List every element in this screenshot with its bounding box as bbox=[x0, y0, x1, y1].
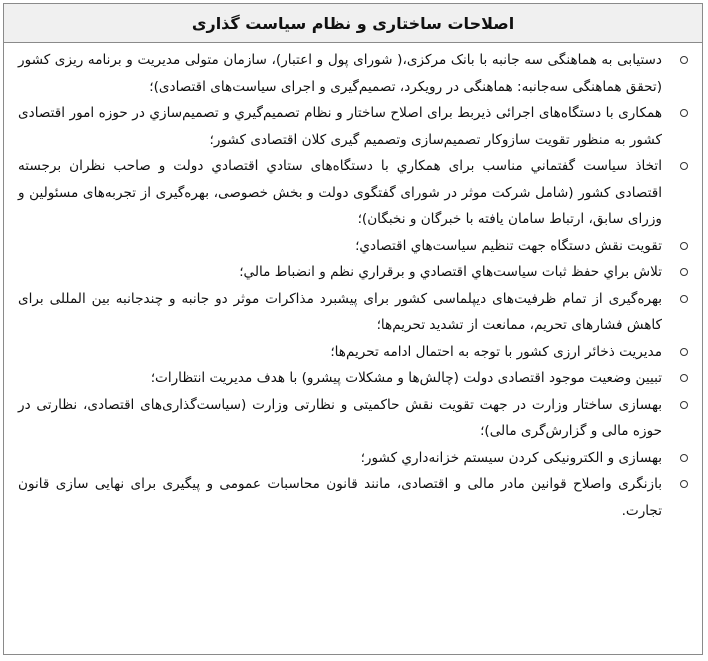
list-item bbox=[4, 100, 702, 153]
list-item bbox=[4, 153, 702, 233]
bullet-icon bbox=[680, 268, 688, 276]
list-item-text: بهسازی و الکترونیکی کردن سیستم خزانه‌داري کشور؛ bbox=[360, 449, 662, 466]
bullet-icon bbox=[680, 109, 688, 117]
list-item-text: بازنگری واصلاح قوانین مادر مالی و اقتصادی، مانند قانون محاسبات عمومی و پیگیری برای نهایی سازی قانون تجارت. bbox=[18, 476, 662, 519]
bullet-icon bbox=[680, 401, 688, 409]
policy-table bbox=[3, 3, 703, 655]
bullet-icon bbox=[680, 162, 688, 170]
policy-list bbox=[4, 43, 702, 524]
list-item-text: بهسازی ساختار وزارت در جهت تقویت نقش حاکمیتی و نظارتی وزارت (سیاست‌گذاری‌های اقتصادی، نظارتی در حوزه مالی و گزارش‌گری مالی)؛ bbox=[18, 396, 662, 439]
bullet-icon bbox=[680, 56, 688, 64]
bullet-icon bbox=[680, 374, 688, 382]
bullet-icon bbox=[680, 454, 688, 462]
list-item-text: تبیین وضعیت موجود اقتصادی دولت (چالش‌ها و مشکلات پیشرو) با هدف مدیریت انتظارات؛ bbox=[150, 370, 662, 386]
bullet-icon bbox=[680, 242, 688, 250]
list-item-text: تلاش براي حفظ ثبات سیاست‌هاي اقتصادي و برقراري نظم و انضباط مالي؛ bbox=[239, 264, 662, 280]
list-item bbox=[4, 233, 702, 260]
list-item bbox=[4, 47, 702, 100]
list-item-text: اتخاذ سیاست گفتماني مناسب برای همکاري با دستگاه‌های ستادي اقتصادي دولت و صاحب نظران برجسته اقتصادی کشور (شامل شرکت موثر در شورای گفتگوی دولت و بخش خصوصی، بهره‌گیری از تجربه‌های مسئولین و وزرای سابق، ارتباط سامان یافته با خبرگان و نخبگان)؛ bbox=[18, 158, 662, 227]
list-item bbox=[4, 392, 702, 445]
list-item-text: مدیریت ذخائر ارزی کشور با توجه به احتمال ادامه تحریم‌ها؛ bbox=[330, 343, 662, 360]
list-item bbox=[4, 259, 702, 286]
list-item-text: همکاری با دستگاه‌های اجرائی ذیربط برای اصلاح ساختار و نظام تصمیم‌گیري و تصمیم‌سازي در حوزه امور اقتصادی کشور به منظور تقویت سازوکار تصمیم‌سازی وتصمیم گیری کلان اقتصادی کشور؛ bbox=[18, 105, 662, 148]
bullet-icon bbox=[680, 480, 688, 488]
list-item bbox=[4, 471, 702, 524]
list-item bbox=[4, 445, 702, 472]
list-item-text: تقویت نقش دستگاه جهت تنظیم سیاست‌هاي اقتصادي؛ bbox=[355, 237, 662, 254]
list-item bbox=[4, 365, 702, 392]
list-item-text: بهره‌گیری از تمام ظرفیت‌های دیپلماسی کشور برای پیشبرد مذاکرات موثر دو جانبه و چندجانبه بین المللی برای کاهش فشارهای تحریم، ممانعت از تشدید تحریم‌ها؛ bbox=[18, 290, 662, 333]
bullet-icon bbox=[680, 348, 688, 356]
list-item-text: دستیابی به هماهنگی سه جانبه با بانک مرکزی،( شورای پول و اعتبار)، سازمان متولی مدیریت و برنامه ریزی کشور (تحقق هماهنگی سه‌جانبه: هماهنگی در رویکرد، تصمیم‌گیری و اجرای سیاست‌های اقتصادی)؛ bbox=[18, 52, 662, 95]
list-item bbox=[4, 286, 702, 339]
table-title: اصلاحات ساختاری و نظام سیاست گذاری bbox=[4, 4, 702, 43]
list-item bbox=[4, 339, 702, 366]
bullet-icon bbox=[680, 295, 688, 303]
